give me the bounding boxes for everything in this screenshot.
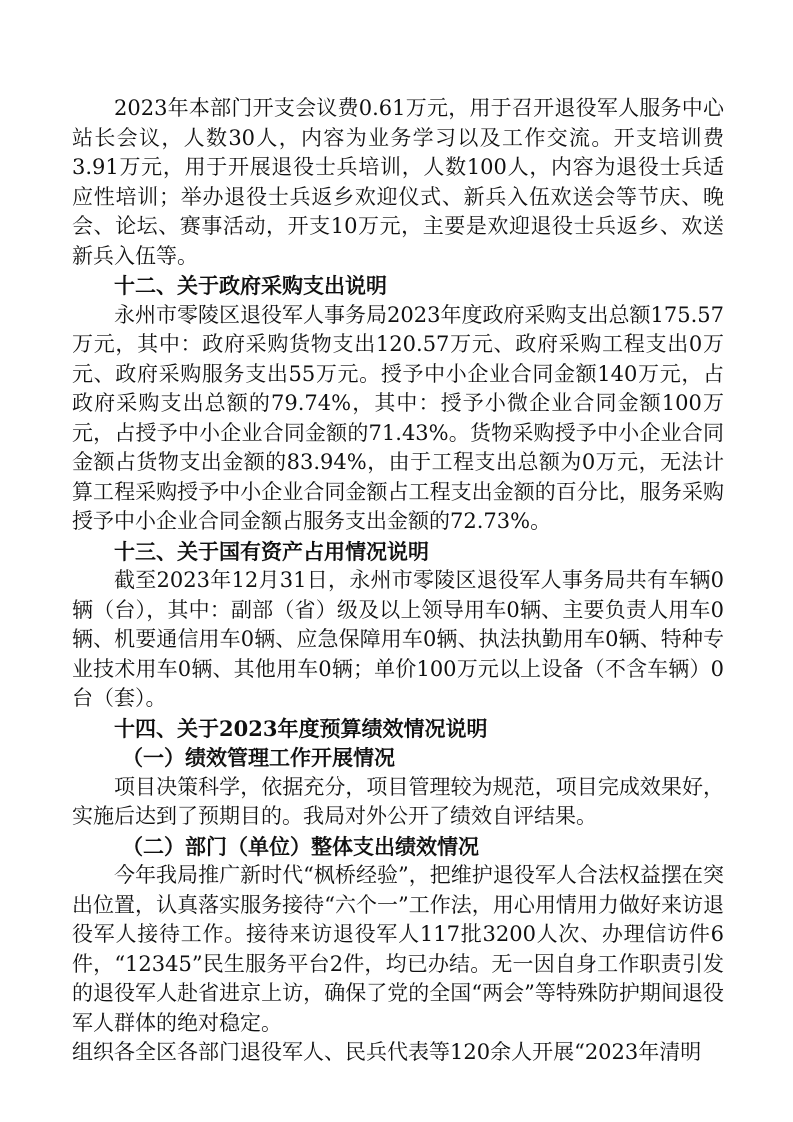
paragraph-meeting-training-expenses: 2023年本部门开支会议费0.61万元，用于召开退役军人服务中心站长会议，人数30人，内容为业务学习以及工作交流。开支培训费3.91万元，用于开展退役士兵培训，人数100人，内容为退役士兵适应性培训；举办退役士兵返乡欢迎仪式、新兵入伍欢送会等节庆、晚会、论坛、赛事活动，开支10万元，主要是欢迎退役士兵返乡、欢送新兵入伍等。	[72, 96, 724, 268]
document-body	[72, 94, 724, 1068]
section-heading-14: 十四、关于2023年度预算绩效情况说明	[114, 715, 488, 741]
section-heading-13: 十三、关于国有资产占用情况说明	[114, 538, 429, 564]
paragraph-government-procurement: 永州市零陵区退役军人事务局2023年度政府采购支出总额175.57万元，其中：政府采购货物支出120.57万元、政府采购工程支出0万元、政府采购服务支出55万元。授予中小企业合同金额140万元，占政府采购支出总额的79.74%，其中：授予小微企业合同金额100万元，占授予中小企业合同金额的71.43%。货物采购授予中小企业合同金额占货物支出金额的83.94%，由于工程支出总额为0万元，无法计算工程采购授予中小企业合同金额占工程支出金额的百分比，服务采购授予中小企业合同金额占服务支出金额的72.73%。	[72, 302, 724, 533]
subsection-heading-14-2: （二）部门（单位）整体支出绩效情况	[122, 833, 479, 859]
section-heading-12: 十二、关于政府采购支出说明	[114, 273, 387, 298]
paragraph-qingming-activity: 组织各全区各部门退役军人、民兵代表等120余人开展“2023年清明	[72, 1040, 702, 1064]
paragraph-performance-management: 项目决策科学，依据充分，项目管理较为规范，项目完成效果好，实施后达到了预期目的。我局对外公开了绩效自评结果。	[72, 774, 724, 828]
subsection-heading-14-1: （一）绩效管理工作开展情况	[122, 745, 395, 770]
paragraph-state-assets: 截至2023年12月31日，永州市零陵区退役军人事务局共有车辆0辆（台），其中：副部（省）级及以上领导用车0辆、主要负责人用车0辆、机要通信用车0辆、应急保障用车0辆、执法执勤用车0辆、特种专业技术用车0辆、其他用车0辆；单价100万元以上设备（不含车辆）0台（套）。	[72, 568, 724, 710]
paragraph-overall-performance: 今年我局推广新时代“枫桥经验”，把维护退役军人合法权益摆在突出位置，认真落实服务接待“六个一”工作法，用心用情用力做好来访退役军人接待工作。接待来访退役军人117批3200人次、办理信访件6件，“12345”民生服务平台2件，均已办结。无一因自身工作职责引发的退役军人赴省进京上访，确保了党的全国“两会”等特殊防护期间退役军人群体的绝对稳定。	[72, 863, 724, 1035]
